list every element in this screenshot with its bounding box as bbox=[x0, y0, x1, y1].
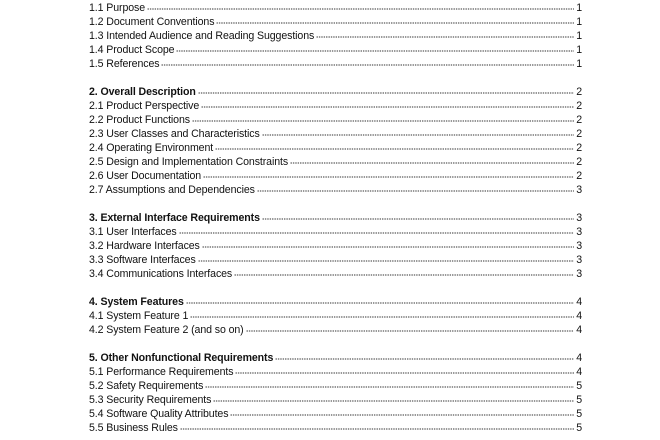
toc-entry-label: 5.1 Performance Requirements bbox=[89, 366, 234, 378]
toc-entry-label: 1.3 Intended Audience and Reading Suggestions bbox=[89, 30, 315, 42]
dot-leader bbox=[316, 28, 574, 38]
toc-entry[interactable] bbox=[89, 309, 582, 323]
dot-leader bbox=[205, 378, 574, 388]
toc-heading[interactable] bbox=[89, 351, 582, 365]
dot-leader bbox=[290, 154, 574, 164]
toc-entry-page: 2 bbox=[576, 170, 582, 182]
dot-leader bbox=[257, 182, 574, 192]
toc-entry-page: 2 bbox=[576, 114, 582, 126]
toc-entry-page: 2 bbox=[576, 100, 582, 112]
toc-heading-page: 2 bbox=[576, 86, 582, 98]
toc-heading[interactable] bbox=[89, 85, 582, 99]
dot-leader bbox=[215, 140, 574, 150]
toc-entry[interactable] bbox=[89, 225, 582, 239]
toc-entry-label: 5.4 Software Quality Attributes bbox=[89, 408, 229, 420]
toc-entry[interactable] bbox=[89, 239, 582, 253]
dot-leader bbox=[230, 406, 574, 416]
toc-heading[interactable] bbox=[89, 295, 582, 309]
toc-section-5 bbox=[89, 351, 582, 435]
toc-entry-page: 1 bbox=[576, 2, 582, 14]
dot-leader bbox=[186, 294, 574, 304]
toc-entry-page: 5 bbox=[576, 422, 582, 434]
dot-leader bbox=[235, 364, 574, 374]
toc-entry-page: 5 bbox=[576, 394, 582, 406]
toc-entry-label: 2.7 Assumptions and Dependencies bbox=[89, 184, 255, 196]
toc-entry-page: 2 bbox=[576, 156, 582, 168]
dot-leader bbox=[198, 252, 574, 262]
toc-entry-page: 5 bbox=[576, 408, 582, 420]
dot-leader bbox=[262, 126, 574, 136]
toc-entry-label: 3.1 User Interfaces bbox=[89, 226, 177, 238]
toc-entry-label: 2.1 Product Perspective bbox=[89, 100, 200, 112]
toc-heading-page: 4 bbox=[576, 352, 582, 364]
toc-entry[interactable] bbox=[89, 113, 582, 127]
toc-entry-page: 1 bbox=[576, 44, 582, 56]
toc-entry-label: 5.5 Business Rules bbox=[89, 422, 178, 434]
toc-entry[interactable] bbox=[89, 169, 582, 183]
toc-entry-page: 5 bbox=[576, 380, 582, 392]
dot-leader bbox=[246, 322, 574, 332]
toc-section-3 bbox=[89, 211, 582, 281]
toc-entry-page: 4 bbox=[576, 366, 582, 378]
toc-entry[interactable] bbox=[89, 155, 582, 169]
toc-entry-label: 4.1 System Feature 1 bbox=[89, 310, 189, 322]
toc-entry-label: 4.2 System Feature 2 (and so on) bbox=[89, 324, 244, 336]
dot-leader bbox=[213, 392, 574, 402]
toc-section-4 bbox=[89, 295, 582, 337]
toc-heading[interactable] bbox=[89, 211, 582, 225]
toc-entry[interactable] bbox=[89, 1, 582, 15]
toc-entry-page: 3 bbox=[576, 226, 582, 238]
toc-entry[interactable] bbox=[89, 57, 582, 71]
toc-entry-label: 1.5 References bbox=[89, 58, 160, 70]
dot-leader bbox=[180, 420, 574, 430]
toc-entry-label: 2.3 User Classes and Characteristics bbox=[89, 128, 260, 140]
dot-leader bbox=[176, 42, 574, 52]
toc-entry-page: 1 bbox=[576, 30, 582, 42]
toc-entry-label: 3.2 Hardware Interfaces bbox=[89, 240, 200, 252]
toc-entry-page: 3 bbox=[576, 240, 582, 252]
toc-heading-label: 3. External Interface Requirements bbox=[89, 212, 260, 224]
dot-leader bbox=[216, 14, 574, 24]
toc-entry-page: 1 bbox=[576, 58, 582, 70]
toc-entry-label: 1.2 Document Conventions bbox=[89, 16, 215, 28]
dot-leader bbox=[179, 224, 574, 234]
toc-entry[interactable] bbox=[89, 267, 582, 281]
toc-entry[interactable] bbox=[89, 29, 582, 43]
toc-entry-label: 2.2 Product Functions bbox=[89, 114, 190, 126]
toc-entry[interactable] bbox=[89, 393, 582, 407]
toc-entry[interactable] bbox=[89, 379, 582, 393]
toc-entry[interactable] bbox=[89, 323, 582, 337]
toc-entry-label: 3.4 Communications Interfaces bbox=[89, 268, 233, 280]
toc-heading-label: 2. Overall Description bbox=[89, 86, 196, 98]
toc-entry-page: 1 bbox=[576, 16, 582, 28]
toc-entry-page: 2 bbox=[576, 142, 582, 154]
toc-entry-label: 2.4 Operating Environment bbox=[89, 142, 214, 154]
toc-entry-label: 5.2 Safety Requirements bbox=[89, 380, 204, 392]
toc-entry-page: 3 bbox=[576, 184, 582, 196]
toc-entry-page: 4 bbox=[576, 324, 582, 336]
dot-leader bbox=[190, 308, 574, 318]
toc-heading-page: 3 bbox=[576, 212, 582, 224]
toc-heading-label: 5. Other Nonfunctional Requirements bbox=[89, 352, 274, 364]
toc-entry[interactable] bbox=[89, 99, 582, 113]
toc-entry[interactable] bbox=[89, 365, 582, 379]
toc-entry[interactable] bbox=[89, 421, 582, 435]
toc-entry-page: 4 bbox=[576, 310, 582, 322]
toc-section-1 bbox=[89, 1, 582, 71]
dot-leader bbox=[198, 84, 574, 94]
dot-leader bbox=[234, 266, 574, 276]
dot-leader bbox=[192, 112, 574, 122]
dot-leader bbox=[262, 210, 574, 220]
toc-entry[interactable] bbox=[89, 183, 582, 197]
dot-leader bbox=[161, 56, 574, 66]
dot-leader bbox=[201, 98, 574, 108]
dot-leader bbox=[275, 350, 574, 360]
dot-leader bbox=[203, 168, 574, 178]
toc-entry[interactable] bbox=[89, 43, 582, 57]
toc-entry-label: 3.3 Software Interfaces bbox=[89, 254, 196, 266]
toc-heading-label: 4. System Features bbox=[89, 296, 184, 308]
toc-entry-label: 1.4 Product Scope bbox=[89, 44, 175, 56]
toc-entry-page: 3 bbox=[576, 254, 582, 266]
toc-entry-page: 3 bbox=[576, 268, 582, 280]
toc-entry-label: 2.5 Design and Implementation Constraints bbox=[89, 156, 289, 168]
dot-leader bbox=[202, 238, 574, 248]
toc-heading-page: 4 bbox=[576, 296, 582, 308]
toc-entry[interactable] bbox=[89, 407, 582, 421]
toc-entry-page: 2 bbox=[576, 128, 582, 140]
table-of-contents bbox=[89, 1, 582, 435]
toc-entry-label: 5.3 Security Requirements bbox=[89, 394, 212, 406]
toc-entry[interactable] bbox=[89, 127, 582, 141]
toc-entry-label: 2.6 User Documentation bbox=[89, 170, 202, 182]
toc-entry[interactable] bbox=[89, 253, 582, 267]
toc-entry-label: 1.1 Purpose bbox=[89, 2, 146, 14]
toc-entry[interactable] bbox=[89, 141, 582, 155]
dot-leader bbox=[147, 0, 574, 10]
toc-entry[interactable] bbox=[89, 15, 582, 29]
toc-section-2 bbox=[89, 85, 582, 197]
